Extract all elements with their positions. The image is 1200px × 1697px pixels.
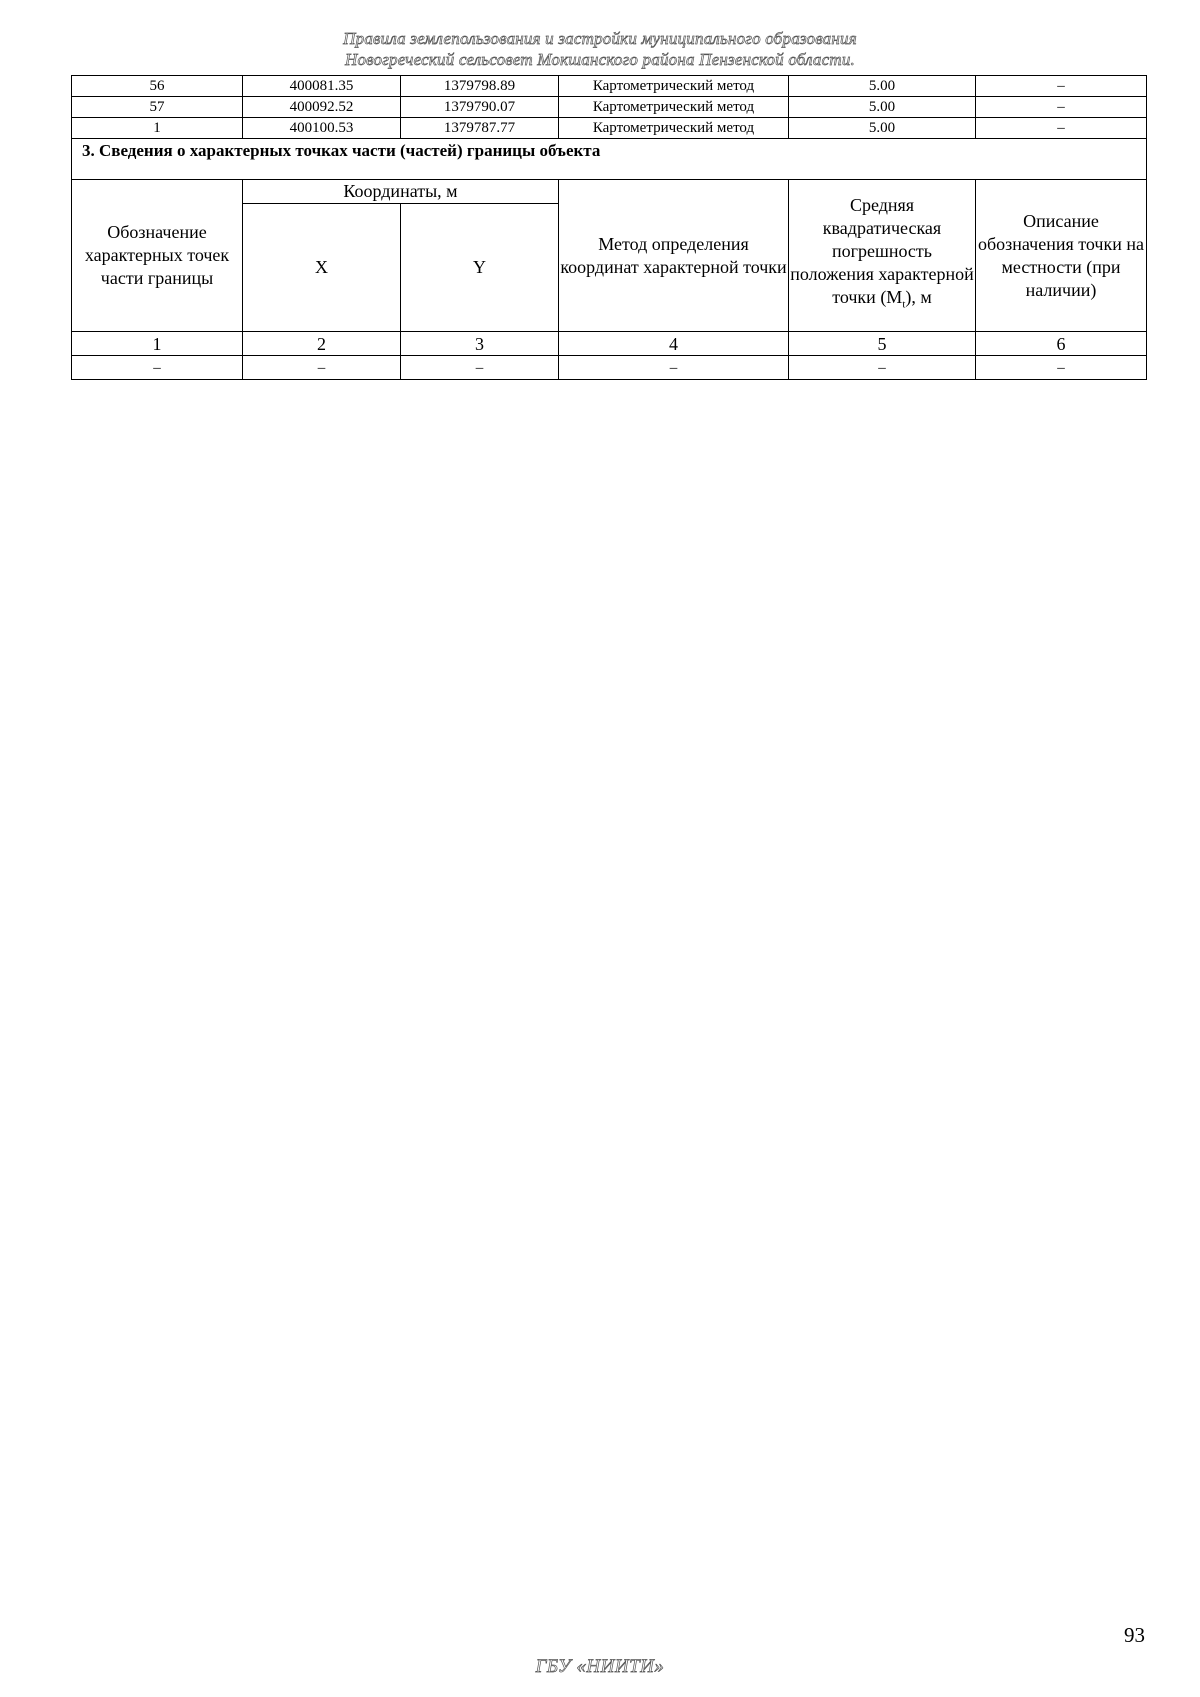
cell-y: 1379787.77 [401, 118, 559, 139]
cell-description: – [976, 97, 1147, 118]
cell-x: 400092.52 [243, 97, 401, 118]
col-x-header: X [243, 204, 401, 332]
error-header-unit: ), м [905, 287, 932, 308]
column-number: 3 [401, 332, 559, 356]
cell-description: – [976, 118, 1147, 139]
table-row [72, 97, 1147, 118]
col-method-header: Метод определения координат характерной точки [559, 180, 789, 332]
cell-empty: – [789, 356, 976, 380]
header-line-1: Правила землепользования и застройки муниципального образования [343, 29, 857, 48]
column-number: 2 [243, 332, 401, 356]
cell-x: 400081.35 [243, 76, 401, 97]
running-footer: ГБУ «НИИТИ» [535, 1656, 665, 1677]
table-row [72, 76, 1147, 97]
cell-description: – [976, 76, 1147, 97]
col-coords-header: Координаты, м [243, 180, 559, 204]
cell-point: 56 [72, 76, 243, 97]
cell-error: 5.00 [789, 118, 976, 139]
cell-empty: – [243, 356, 401, 380]
running-header [0, 28, 1200, 70]
column-number: 1 [72, 332, 243, 356]
cell-error: 5.00 [789, 97, 976, 118]
cell-empty: – [72, 356, 243, 380]
section-title: 3. Сведения о характерных точках части (частей) границы объекта [72, 139, 1147, 180]
cell-y: 1379798.89 [401, 76, 559, 97]
cell-method: Картометрический метод [559, 97, 789, 118]
column-number: 5 [789, 332, 976, 356]
header-line-2: Новогреческий сельсовет Мокшанского района Пензенской области. [344, 50, 856, 69]
cell-empty: – [559, 356, 789, 380]
header-row [72, 180, 1147, 204]
table-row [72, 118, 1147, 139]
cell-point: 1 [72, 118, 243, 139]
cell-point: 57 [72, 97, 243, 118]
cell-y: 1379790.07 [401, 97, 559, 118]
cell-x: 400100.53 [243, 118, 401, 139]
error-header-text: Средняя квадратическая погрешность положения характерной точки (M [790, 195, 974, 308]
cell-method: Картометрический метод [559, 118, 789, 139]
cell-error: 5.00 [789, 76, 976, 97]
error-header-sub: t [902, 298, 906, 311]
page-number: 93 [1124, 1623, 1145, 1647]
section-title-row [72, 139, 1147, 180]
cell-empty: – [976, 356, 1147, 380]
col-designation-header: Обозначение характерных точек части границы [72, 180, 243, 332]
cell-empty: – [401, 356, 559, 380]
col-y-header: Y [401, 204, 559, 332]
table-row [72, 356, 1147, 380]
coordinates-table [71, 75, 1147, 380]
column-number: 6 [976, 332, 1147, 356]
cell-method: Картометрический метод [559, 76, 789, 97]
column-numbers-row [72, 332, 1147, 356]
col-description-header: Описание обозначения точки на местности (при наличии) [976, 180, 1147, 332]
column-number: 4 [559, 332, 789, 356]
col-error-header [789, 180, 976, 332]
